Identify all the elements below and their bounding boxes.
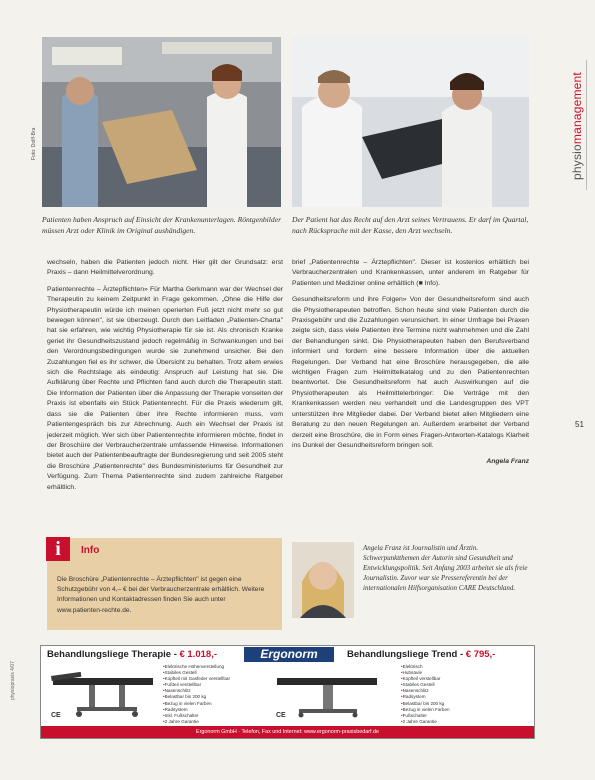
ad-feature: • Elektrische Höhenverstellung [163, 664, 243, 670]
page-number: 51 [575, 420, 584, 429]
ad-feature: • Stabiles Gestell [401, 682, 526, 688]
section-brand [570, 72, 584, 180]
brand-divider [586, 60, 587, 190]
photo-left [42, 37, 281, 207]
ad-left-features [163, 664, 243, 725]
advertisement [40, 645, 535, 739]
ad-left-title-text: Behandlungsliege Therapie - [47, 649, 177, 660]
ad-feature: • Inkl. Fußschalter [163, 713, 243, 719]
ad-feature: • Nasenschlitz [163, 688, 243, 694]
article-paragraph: brief „Patientenrechte – Ärztepflichten". Dieser ist kostenlos erhältlich bei Verbraucherzentralen und Krankenkassen, unter anderem im Ratgeber für Patienten und Mediziner online erhältlich (■ Info). [292, 259, 529, 287]
ad-feature: • Stabiles Gestell [163, 670, 243, 676]
ergonorm-logo: Ergonorm [244, 647, 334, 662]
ad-feature: • Hubsäule [401, 670, 526, 676]
ce-mark-left: CE [51, 712, 61, 719]
ad-feature: • Radsystem [401, 694, 526, 700]
ad-feature: • Fußschalter [401, 713, 526, 719]
photo-left-image [42, 37, 281, 207]
author-portrait-image [292, 542, 354, 618]
info-title: Info [81, 545, 100, 556]
ad-feature: • Bezug in vielen Farben [163, 701, 243, 707]
article-right-column [292, 258, 529, 530]
brand-suffix: management [570, 72, 584, 145]
photo-right [292, 37, 529, 207]
ad-feature: • Kopfteil mit Gasfeder verstellbar [163, 676, 243, 682]
article-paragraph: wechseln, haben die Patienten jedoch nicht. Hier gilt der Grundsatz: erst Praxis – dann Heilmittelverordnung. [47, 259, 283, 277]
ad-feature: • Bezug in vielen Farben [401, 707, 526, 713]
author-bio: Angela Franz ist Journalistin und Ärztin. Schwerpunktthemen der Autorin sind Gesundheit und Entwicklungspolitik. Seit Anfang 2003 arbeitet sie als freie Journalistin. Zuvor war sie Pressereferentin bei der internationalen Hilfsorganisation CARE Deutschland. [363, 544, 528, 592]
brand-prefix: physio [570, 144, 584, 180]
ad-footer: Ergonorm GmbH · Telefon, Fax und Internet: www.ergonorm-praxisbedarf.de [41, 726, 534, 738]
ad-feature: • Belastbar bis 200 kg [401, 701, 526, 707]
ad-left-title [47, 649, 217, 660]
article-left-column [47, 258, 283, 530]
info-box [47, 538, 282, 630]
info-icon: i [46, 537, 70, 561]
ad-feature: • Kopfteil verstellbar [401, 676, 526, 682]
author-signature: Angela Franz [486, 458, 529, 466]
ad-feature: • 2 Jahre Garantie [401, 719, 526, 725]
photo-credit: Foto: Dolff-Bra [31, 127, 37, 160]
article-paragraph: Patientenrechte – Ärztepflichten» Für Martha Gerkmann war der Wechsel der Therapeutin zu keinem Zeitpunkt in Frage gekommen. „Ohne die Hilfe der Physiotherapeutin würde ich meinen operierten Fuß jetzt nicht mehr so gut bewegen können", ist sie überzeugt. Durch den Leitfaden „Patienten-Charta" hat sie erfahren, wie wichtig Physiotherapie für sie ist. Als chronisch Kranke geriet ihr Gesundheitszustand jedoch regelmäßig in Schwankungen und bei den Verordnungsbedingungen wurde sie zunehmend unsicher. Bei den Zuzahlungen fiel es ihr schwer, die Übersicht zu behalten. Trotz allem erwies sich die Rechtslage als eindeutig: Anspruch auf Leistung hat sie. Die Aufklärung über Rechte und Pflichten fand auch durch die Therapeutin statt. Die Information der Patienten über die Anpassung der Therapie vonseiten der Praxis ist ebenfalls ein Stück Patientenrecht. Für die Praxis wiederum gilt, dass sie die Patienten über ihre Rechte informieren muss, vom Patientengespräch bis zur Abrechnung. Auch ein Wechsel der Praxis ist jederzeit möglich. Wer sich über Patientenrechte informieren möchte, findet in der Broschüre der Verbraucherzentrale umfassende Hinweise. Informationen bietet auch der Patientenbeauftragte der Bundesregierung und seit 2005 steht die Broschüre „Patientenrechte" des Bundesministeriums für Gesundheit zur Verfügung. Zum Thema Patientenrechte sind zudem zahlreiche Ratgeber erhältlich. [47, 285, 283, 491]
article-paragraph: Gesundheitsreform und ihre Folgen» Von der Gesundheitsreform sind auch die Physiotherapeuten betroffen. Schon heute sind viele Patienten durch die Praxisgebühr und die Zuzahlungen verunsichert. In einer Umfrage bei Praxen zeigte sich, dass viele Patienten ihre Termine nicht wahrnehmen und die Zahl der Behandlungen sinkt. Die Physiotherapeuten haben den Berufsverband informiert und fordern eine bessere Information über die aktuellen Regelungen. Der Verband hat eine Broschüre herausgegeben, die alle wichtigen Fragen zum Heilmittelkatalog und zu den Patientenrechten beantwortet. Die Gesundheitsreform hat auch Auswirkungen auf die Physiotherapeuten als Heilmittelerbringer: Die Verträge mit den Krankenkassen werden neu verhandelt und die Landesgruppen des VPT unterstützen ihre Mitglieder dabei. Der Verband bietet allen Mitgliedern eine Beratung zu den neuen Regelungen an. Außerdem erarbeitet der Verband derzeit eine Broschüre, die in Form eines Fragen-Antworten-Katalogs Klarheit ins Dunkel der Gesundheitsreform bringen soll. [292, 296, 529, 449]
ce-mark-right: CE [276, 712, 286, 719]
ad-feature: • Belastbar bis 200 kg [163, 694, 243, 700]
ad-left-price: € 1.018,- [179, 649, 217, 660]
treatment-table-therapie-image [49, 668, 159, 718]
info-text: Die Broschüre „Patientenrechte – Ärztepflichten" ist gegen eine Schutzgebühr von 4,– € bei der Verbraucherzentrale erhältlich. Weitere Informationen und Kontaktadressen finden Sie auch unter www.patienten-rechte.de. [57, 576, 265, 614]
ad-feature: • Elektrisch [401, 664, 526, 670]
issue-note: physiopraxis 4/07 [10, 661, 16, 700]
ad-right-features [401, 664, 526, 725]
ad-feature: • 2 Jahre Garantie [163, 719, 243, 725]
photo-right-image [292, 37, 529, 207]
photo-left-caption: Patienten haben Anspruch auf Einsicht der Krankenunterlagen. Röntgenbilder müssen Arzt oder Klinik im Original aushändigen. [42, 215, 282, 235]
ad-right-price: € 795,- [465, 649, 496, 660]
author-photo [292, 542, 354, 618]
ad-feature: • Radsystem [163, 707, 243, 713]
ad-right-title [347, 649, 495, 660]
ad-feature: • Nasenschlitz [401, 688, 526, 694]
ad-feature: • Fußteil verstellbar [163, 682, 243, 688]
ad-right-title-text: Behandlungsliege Trend - [347, 649, 464, 660]
treatment-table-trend-image [273, 668, 383, 718]
photo-right-caption: Der Patient hat das Recht auf den Arzt seines Vertrauens. Er darf im Quartal, nach Rücksprache mit der Kasse, den Arzt wechseln. [292, 215, 529, 235]
